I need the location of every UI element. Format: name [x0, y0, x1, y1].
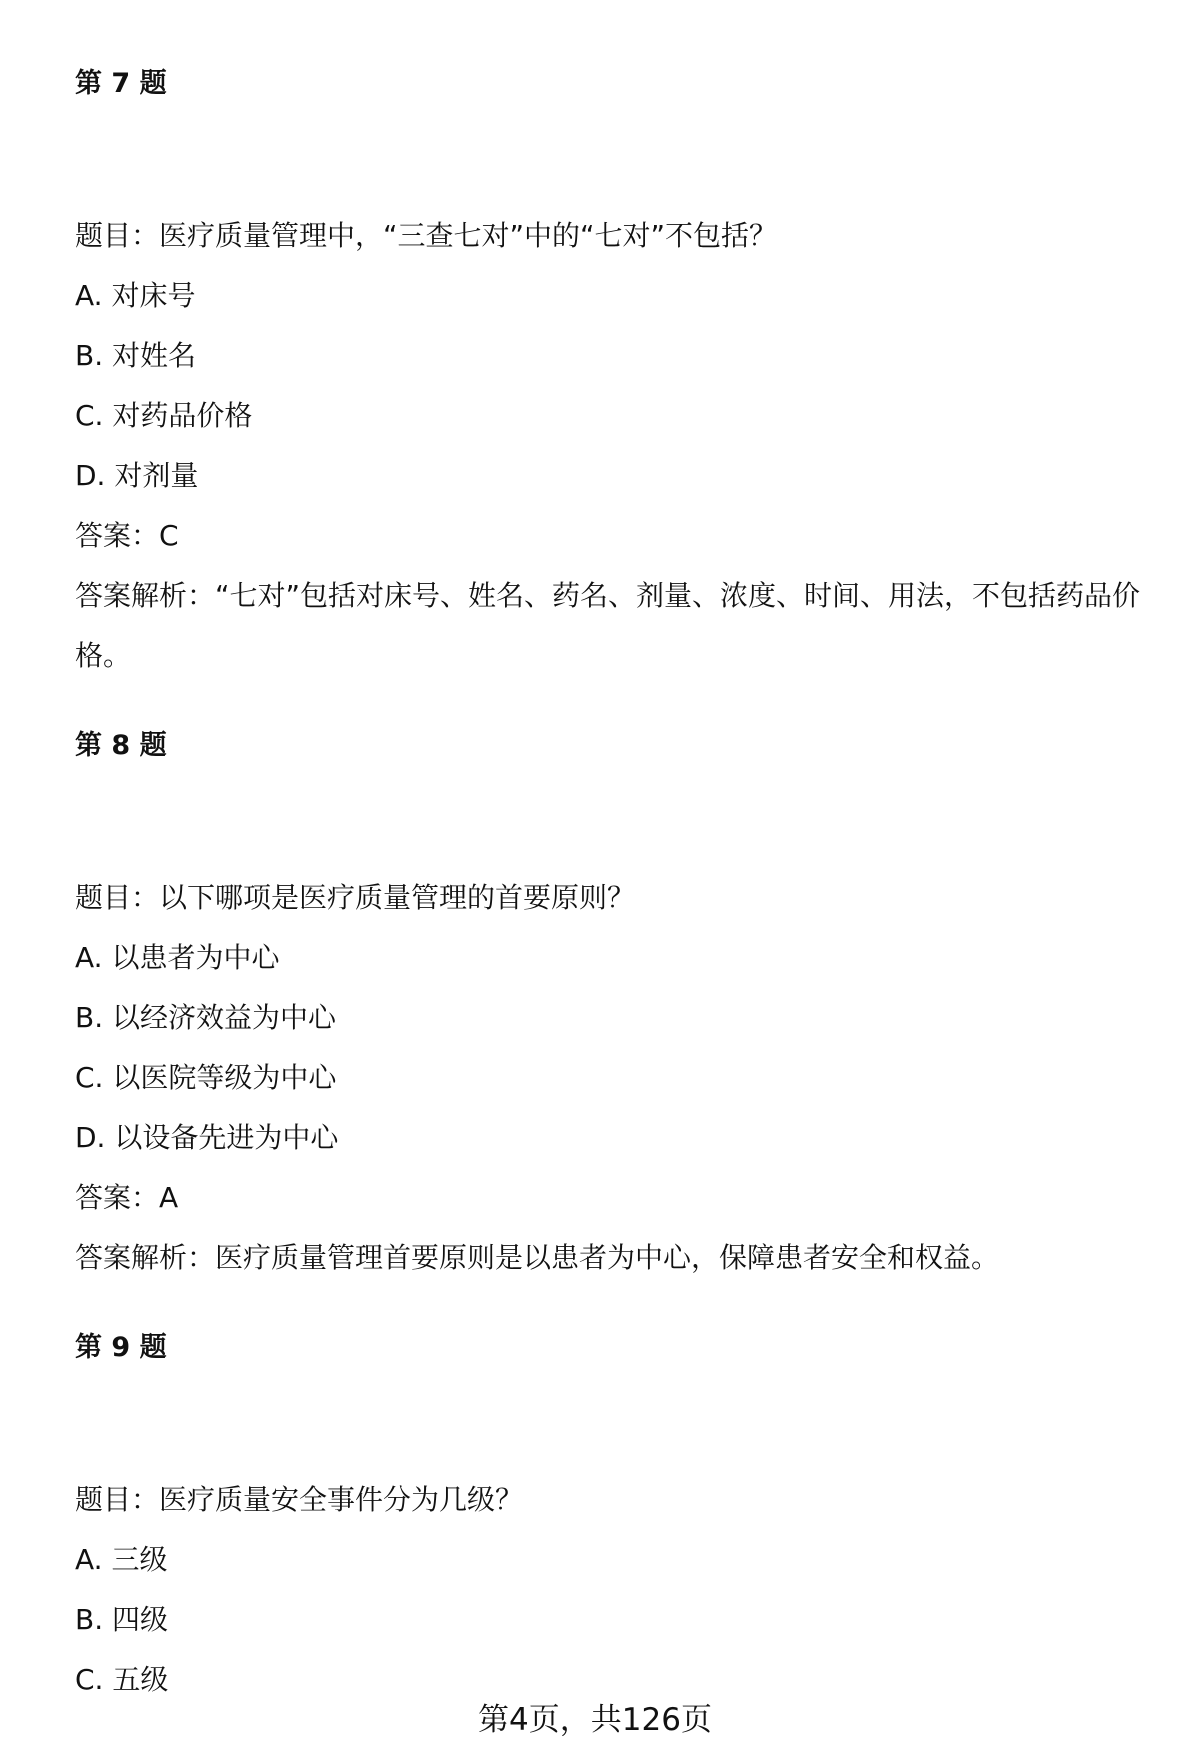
option-c: C. 以医院等级为中心 [75, 1061, 337, 1094]
question-heading: 第 8 题 [75, 730, 167, 761]
answer: 答案：A [75, 1181, 179, 1214]
option-a: A. 以患者为中心 [75, 941, 280, 974]
answer: 答案：C [75, 519, 179, 552]
option-b: B. 四级 [75, 1603, 169, 1636]
option-c: C. 对药品价格 [75, 399, 253, 432]
answer-analysis: 答案解析：“七对”包括对床号、姓名、药名、剂量、浓度、时间、用法，不包括药品价格。 [75, 579, 1141, 672]
question-stem: 题目：医疗质量安全事件分为几级？ [75, 1483, 524, 1516]
option-d: D. 以设备先进为中心 [75, 1121, 339, 1154]
question-heading: 第 9 题 [75, 1332, 167, 1363]
option-c: C. 五级 [75, 1663, 169, 1696]
option-b: B. 以经济效益为中心 [75, 1001, 337, 1034]
question-stem: 题目：医疗质量管理中，“三查七对”中的“七对”不包括？ [75, 219, 778, 252]
page-number: 第4页，共126页 [478, 1702, 712, 1738]
option-b: B. 对姓名 [75, 339, 197, 372]
question-heading: 第 7 题 [75, 68, 167, 99]
answer-analysis: 答案解析：医疗质量管理首要原则是以患者为中心，保障患者安全和权益。 [75, 1241, 1000, 1274]
option-d: D. 对剂量 [75, 459, 199, 492]
question-stem: 题目：以下哪项是医疗质量管理的首要原则？ [75, 881, 636, 914]
option-a: A. 对床号 [75, 279, 196, 312]
option-a: A. 三级 [75, 1543, 168, 1576]
